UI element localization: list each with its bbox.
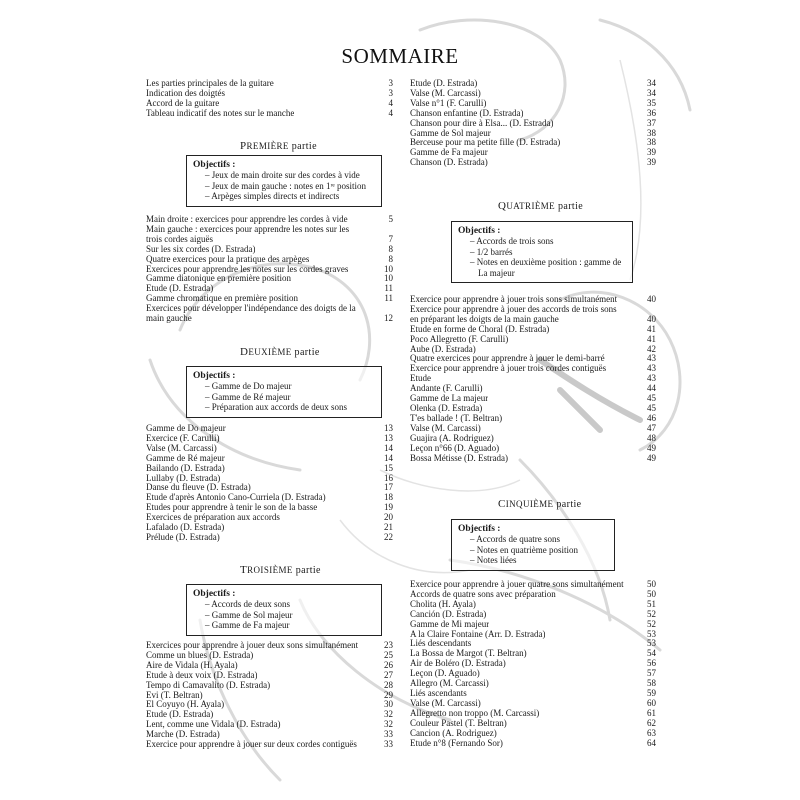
toc-entry-page: 14 (384, 442, 393, 453)
toc-entry-page: 50 (647, 579, 656, 589)
toc-entry-title: Gamme chromatique en première position (146, 294, 298, 304)
toc-entry (146, 700, 393, 710)
toc-entry-page: 15 (384, 462, 393, 473)
objective-item: – Préparation aux accords de deux sons (205, 402, 347, 412)
toc-entry-page: 22 (384, 531, 393, 542)
toc-entry-title: Chanson enfantine (D. Estrada) (410, 108, 524, 118)
toc-entry-title: Bailando (D. Estrada) (146, 463, 225, 473)
toc-entry (146, 294, 393, 304)
toc-entry-page: 61 (647, 707, 656, 718)
toc-entry (146, 245, 393, 255)
toc-entry-title: Gamme de La majeur (410, 394, 489, 404)
toc-entry-page: 33 (384, 729, 393, 740)
toc-entry-title: Guajira (A. Rodriguez) (410, 433, 494, 443)
toc-entry (146, 691, 393, 701)
toc-entry (410, 79, 656, 89)
toc-entry-title: en préparant les doigts de la main gauche (410, 314, 559, 324)
toc-entry-title: Prélude (D. Estrada) (146, 532, 220, 542)
toc-entry-page: 4 (388, 107, 393, 118)
part4-title: QUATRIÈME partie (498, 200, 584, 212)
toc-entry-page: 49 (647, 442, 656, 453)
toc-entry (410, 129, 656, 139)
toc-entry-page: 23 (384, 640, 393, 650)
toc-entry-title: Evi (T. Beltran) (146, 690, 203, 700)
toc-entry (146, 79, 393, 89)
part2-title: DEUXIÈME partie (240, 346, 320, 358)
objective-item: – Gamme de Sol majeur (205, 609, 293, 620)
toc-entry-page: 38 (647, 127, 656, 138)
toc-entry (410, 414, 656, 424)
toc-entry (146, 454, 393, 464)
toc-entry-title: Leçon n°66 (D. Aguado) (410, 443, 500, 453)
toc-entry-title: A la Claire Fontaine (Arr. D. Estrada) (410, 629, 546, 639)
toc-entry-title: Exercice pour apprendre à jouer quatre sons simultanément (410, 580, 624, 589)
toc-entry-title: Tableau indicatif des notes sur le manche (146, 108, 295, 118)
toc-entry (410, 699, 656, 709)
toc-entry-title: Liés descendants (410, 639, 472, 649)
toc-entry-page: 39 (647, 147, 656, 158)
toc-entry-title: Liés ascendants (410, 688, 467, 698)
toc-entry (146, 99, 393, 109)
toc-entry (146, 255, 393, 265)
objectives-heading: Objectifs : (193, 160, 236, 170)
objective-item: – 1/2 barrés (470, 246, 513, 257)
part2-objectives-box (186, 366, 382, 418)
toc-entry-title: Valse (M. Carcassi) (410, 698, 481, 708)
toc-entry (146, 304, 393, 314)
toc-entry-title: Valse (M. Carcassi) (410, 423, 481, 433)
toc-entry (410, 669, 656, 679)
toc-entry (410, 374, 656, 384)
part3-continued-entries (410, 79, 656, 168)
toc-entry (146, 710, 393, 720)
toc-entry-title: Cancion (A. Rodriguez) (410, 728, 497, 738)
toc-entry-title: Gamme de Ré majeur (146, 453, 225, 463)
toc-entry (146, 284, 393, 294)
toc-entry-page: 41 (647, 333, 656, 344)
toc-entry-page: 56 (647, 658, 656, 669)
toc-entry-page: 59 (647, 687, 656, 698)
toc-entry (410, 719, 656, 729)
toc-entry-page: 46 (647, 412, 656, 423)
toc-entry-title: Exercice pour apprendre à jouer trois sons simultanément (410, 295, 618, 304)
toc-entry-page: 45 (647, 402, 656, 413)
toc-entry (146, 235, 393, 245)
toc-entry-page: 54 (647, 648, 656, 659)
objective-item: – Gamme de Ré majeur (205, 391, 291, 402)
toc-entry-title: Berceuse pour ma petite fille (D. Estrada) (410, 138, 561, 148)
toc-entry-title: Exercice pour apprendre à jouer sur deux cordes contiguës (146, 740, 357, 750)
toc-entry-page: 44 (647, 383, 656, 394)
toc-entry-title: Etude d'après Antonio Cano-Curriela (D. Estrada) (146, 493, 326, 503)
toc-entry (146, 464, 393, 474)
toc-entry (146, 740, 393, 750)
toc-entry (410, 345, 656, 355)
toc-entry (410, 709, 656, 719)
part1-title: PREMIÈRE partie (240, 140, 317, 152)
objective-item: – Gamme de Do majeur (205, 381, 292, 391)
objectives-heading: Objectifs : (458, 226, 501, 236)
toc-entry (410, 109, 656, 119)
toc-entry-title: Tempo di Camavalito (D. Estrada) (146, 680, 271, 690)
toc-entry-page: 62 (647, 717, 656, 728)
toc-entry (410, 630, 656, 640)
toc-entry-title: Etude en forme de Choral (D. Estrada) (410, 324, 550, 334)
toc-entry-page: 11 (384, 293, 393, 304)
toc-entry-page: 50 (647, 588, 656, 599)
toc-entry-page: 43 (647, 363, 656, 374)
toc-entry-page: 29 (384, 689, 393, 700)
toc-entry-title: Sur les six cordes (D. Estrada) (146, 244, 256, 254)
toc-entry-page: 60 (647, 697, 656, 708)
toc-entry-page: 33 (384, 739, 393, 750)
toc-entry-page: 40 (647, 313, 656, 324)
part2-entries (146, 424, 393, 543)
toc-entry-title: Gamme diatonique en première position (146, 274, 291, 284)
toc-entry-page: 52 (647, 608, 656, 619)
toc-entry-page: 5 (388, 214, 393, 224)
toc-entry-title: Air de Boléro (D. Estrada) (410, 659, 506, 669)
toc-entry (410, 610, 656, 620)
toc-entry (410, 138, 656, 148)
toc-entry (410, 148, 656, 158)
toc-entry-page: 36 (647, 107, 656, 118)
toc-entry-page: 47 (647, 422, 656, 433)
toc-entry-title: Aire de Vidala (H. Ayala) (146, 660, 238, 670)
toc-entry (410, 295, 656, 305)
toc-entry (410, 424, 656, 434)
toc-entry-title: Poco Allegretto (F. Carulli) (410, 334, 509, 344)
toc-entry-page: 49 (647, 452, 656, 463)
toc-entry-page: 13 (384, 432, 393, 443)
toc-entry (410, 639, 656, 649)
toc-entry-title: Lent, comme une Vidala (D. Estrada) (146, 720, 281, 730)
toc-entry-page: 30 (384, 699, 393, 710)
toc-entry-title: Lafalado (D. Estrada) (146, 523, 225, 533)
toc-entry-page: 40 (647, 294, 656, 304)
objectives-heading: Objectifs : (458, 524, 501, 534)
toc-entry-title: Bossa Métisse (D. Estrada) (410, 453, 508, 463)
toc-entry (410, 444, 656, 454)
toc-entry-page: 28 (384, 679, 393, 690)
toc-entry (410, 620, 656, 630)
toc-entry-title: Chanson pour dire à Elsa... (D. Estrada) (410, 118, 554, 128)
toc-entry (146, 671, 393, 681)
toc-entry-title: Les parties principales de la guitare (146, 79, 274, 88)
toc-entry-title: Exercices de préparation aux accords (146, 513, 280, 523)
objective-item: La majeur (478, 267, 515, 278)
toc-entry-title: Exercice pour apprendre à jouer des accords de trois sons (410, 304, 617, 314)
toc-entry-page: 11 (384, 283, 393, 294)
part1-entries (146, 215, 393, 324)
toc-entry-page: 3 (388, 78, 393, 88)
part3-objectives-box (186, 584, 382, 636)
objective-item: – Accords de trois sons (470, 236, 554, 246)
toc-entry-title: Exercice pour apprendre à jouer trois cordes contiguës (410, 364, 607, 374)
toc-entry-title: Etude (D. Estrada) (146, 284, 214, 294)
toc-entry-page: 18 (384, 492, 393, 503)
toc-entry (146, 109, 393, 119)
objective-item: – Jeux de main gauche : notes en 1ʳᵉ position (205, 180, 366, 191)
toc-entry-page: 16 (384, 472, 393, 483)
toc-entry-page: 43 (647, 353, 656, 364)
toc-entry-page: 34 (647, 87, 656, 98)
toc-entry-page: 8 (388, 253, 393, 264)
toc-entry (146, 265, 393, 275)
objectives-heading: Objectifs : (193, 371, 236, 381)
toc-entry-page: 42 (647, 343, 656, 354)
toc-entry-page: 45 (647, 393, 656, 404)
toc-entry (410, 119, 656, 129)
toc-entry-page: 12 (384, 313, 393, 324)
toc-entry (146, 730, 393, 740)
toc-entry-page: 32 (384, 709, 393, 720)
toc-entry (146, 641, 393, 651)
toc-entry-title: Etude (D. Estrada) (146, 710, 214, 720)
toc-entry-title: Chanson (D. Estrada) (410, 158, 488, 168)
part3-entries (146, 641, 393, 750)
toc-entry-title: Gamme de Sol majeur (410, 128, 491, 138)
toc-entry-title: Valse n°1 (F. Carulli) (410, 98, 487, 108)
toc-entry (410, 454, 656, 464)
toc-entry-title: Olenka (D. Estrada) (410, 403, 483, 413)
part4-objectives-box (451, 221, 633, 283)
toc-entry-page: 4 (388, 97, 393, 108)
toc-entry-page: 58 (647, 678, 656, 689)
toc-entry (146, 523, 393, 533)
toc-entry-page: 10 (384, 273, 393, 284)
toc-entry-title: Andante (F. Carulli) (410, 384, 483, 394)
part3-title: TROISIÈME partie (240, 564, 321, 576)
toc-entry-page: 63 (647, 727, 656, 738)
toc-entry-page: 17 (384, 482, 393, 493)
toc-entry-title: Etude (410, 374, 431, 384)
toc-entry (146, 483, 393, 493)
toc-entry-title: T'es ballade ! (T. Beltran) (410, 413, 503, 423)
toc-entry (410, 394, 656, 404)
toc-entry-title: Valse (M. Carcassi) (410, 88, 481, 98)
toc-entry (410, 580, 656, 590)
toc-entry (410, 315, 656, 325)
toc-entry (410, 679, 656, 689)
toc-entry-title: Cholita (H. Ayala) (410, 599, 476, 609)
toc-entry-page: 34 (647, 78, 656, 88)
toc-entry (146, 215, 393, 225)
toc-entry (410, 364, 656, 374)
toc-entry-page: 39 (647, 157, 656, 168)
toc-entry-page: 25 (384, 649, 393, 660)
toc-entry-title: Allegro (M. Carcassi) (410, 679, 489, 689)
toc-entry (410, 354, 656, 364)
toc-entry-title: Gamme de Do majeur (146, 424, 226, 433)
page-title: SOMMAIRE (341, 44, 459, 68)
toc-entry-title: Canción (D. Estrada) (410, 609, 487, 619)
toc-entry (410, 649, 656, 659)
toc-entry-page: 51 (647, 598, 656, 609)
toc-entry (410, 89, 656, 99)
toc-entry-title: Exercices pour apprendre à jouer deux sons simultanément (146, 641, 359, 650)
toc-entry-title: Lullaby (D. Estrada) (146, 473, 221, 483)
toc-entry (410, 729, 656, 739)
objective-item: – Accords de deux sons (205, 599, 290, 609)
part4-entries (410, 295, 656, 463)
toc-entry-title: Quatre exercices pour apprendre à jouer le demi-barré (410, 354, 605, 364)
toc-entry-page: 20 (384, 512, 393, 523)
toc-entry (410, 434, 656, 444)
toc-entry-page: 3 (388, 87, 393, 98)
intro-list (146, 79, 393, 119)
toc-entry (146, 225, 393, 235)
toc-entry (146, 474, 393, 484)
toc-entry-title: Etude (D. Estrada) (410, 79, 478, 88)
toc-entry-page: 57 (647, 668, 656, 679)
toc-entry-title: Etude n°8 (Fernando Sor) (410, 738, 503, 748)
toc-entry-title: La Bossa de Margot (T. Beltran) (410, 649, 527, 659)
toc-entry-title: Gamme de Mi majeur (410, 619, 490, 629)
toc-entry-title: Accord de la guitare (146, 98, 220, 108)
toc-entry-title: trois cordes aiguës (146, 234, 213, 244)
toc-entry (410, 739, 656, 749)
toc-entry-title: Exercices pour développer l'indépendance des doigts de la (146, 304, 356, 314)
toc-entry (410, 305, 656, 315)
toc-entry-page: 26 (384, 659, 393, 670)
toc-entry-page: 37 (647, 117, 656, 128)
toc-entry-page: 10 (384, 263, 393, 274)
toc-entry (146, 434, 393, 444)
toc-entry-page: 52 (647, 618, 656, 629)
toc-entry-title: Main gauche : exercices pour apprendre les notes sur les (146, 224, 350, 234)
toc-entry (410, 659, 656, 669)
toc-entry (410, 404, 656, 414)
toc-entry-title: Gamme de Fa majeur (410, 148, 488, 158)
toc-entry (410, 335, 656, 345)
objectives-heading: Objectifs : (193, 589, 236, 599)
toc-entry (146, 513, 393, 523)
objective-item: – Notes en quatrième position (470, 544, 578, 555)
toc-entry-title: Leçon (D. Aguado) (410, 669, 480, 679)
toc-entry-title: Exercices pour apprendre les notes sur les cordes graves (146, 264, 349, 274)
toc-entry-title: Quatre exercices pour la pratique des arpèges (146, 254, 310, 264)
toc-entry (410, 384, 656, 394)
objective-item: – Accords de quatre sons (470, 534, 560, 544)
part5-entries (410, 580, 656, 748)
toc-entry (146, 444, 393, 454)
toc-entry-title: Allegretto non troppo (M. Carcassi) (410, 708, 540, 718)
toc-entry-page: 32 (384, 719, 393, 730)
toc-entry (410, 600, 656, 610)
toc-entry-title: Etudes pour apprendre à tenir le son de la basse (146, 503, 318, 513)
toc-entry-page: 64 (647, 737, 656, 748)
toc-entry-title: Indication des doigtés (146, 88, 225, 98)
toc-entry-page: 7 (388, 233, 393, 244)
toc-entry-page: 8 (388, 243, 393, 254)
part1-objectives-box (186, 155, 382, 207)
toc-entry-title: Etude à deux voix (D. Estrada) (146, 670, 258, 680)
toc-entry (146, 533, 393, 543)
toc-entry-page: 27 (384, 669, 393, 680)
toc-entry-title: El Coyuyo (H. Ayala) (146, 700, 225, 710)
toc-entry (146, 89, 393, 99)
part5-title: CINQUIÈME partie (498, 498, 582, 510)
toc-entry-page: 41 (647, 323, 656, 334)
toc-entry (146, 651, 393, 661)
toc-entry-title: Main droite : exercices pour apprendre les cordes à vide (146, 215, 348, 224)
toc-entry-title: Marche (D. Estrada) (146, 730, 220, 740)
toc-entry (146, 661, 393, 671)
toc-entry (146, 493, 393, 503)
toc-entry (410, 158, 656, 168)
toc-entry-page: 13 (384, 423, 393, 433)
toc-entry (146, 314, 393, 324)
objective-item: – Notes liées (470, 555, 517, 565)
toc-entry-page: 14 (384, 452, 393, 463)
toc-entry-page: 19 (384, 502, 393, 513)
toc-entry (146, 274, 393, 284)
toc-entry-title: Comme un blues (D. Estrada) (146, 650, 254, 660)
toc-entry (410, 590, 656, 600)
toc-entry-title: Aube (D. Estrada) (410, 344, 476, 354)
toc-entry-page: 53 (647, 638, 656, 649)
toc-entry-title: Exercice (F. Carulli) (146, 433, 220, 443)
toc-entry-title: Accords de quatre sons avec préparation (410, 589, 556, 599)
toc-entry-title: Couleur Pastel (T. Beltran) (410, 718, 507, 728)
objective-item: – Jeux de main droite sur des cordes à vide (205, 170, 360, 180)
toc-entry-page: 53 (647, 628, 656, 639)
part5-objectives-box (451, 519, 615, 571)
toc-entry (146, 720, 393, 730)
toc-entry (410, 99, 656, 109)
toc-entry-page: 48 (647, 432, 656, 443)
toc-entry (146, 503, 393, 513)
toc-entry-title: main gauche (146, 314, 192, 324)
objective-item: – Arpèges simples directs et indirects (205, 191, 340, 201)
toc-entry (146, 424, 393, 434)
toc-entry-page: 35 (647, 97, 656, 108)
toc-entry (410, 325, 656, 335)
toc-entry-page: 38 (647, 137, 656, 148)
toc-entry (146, 681, 393, 691)
objective-item: – Gamme de Fa majeur (205, 620, 290, 630)
toc-entry-page: 43 (647, 373, 656, 384)
toc-entry-title: Danse du fleuve (D. Estrada) (146, 483, 251, 493)
toc-entry-title: Valse (M. Carcassi) (146, 443, 217, 453)
objective-item: – Notes en deuxième position : gamme de (470, 257, 622, 267)
toc-entry (410, 689, 656, 699)
toc-entry-page: 21 (384, 522, 393, 533)
